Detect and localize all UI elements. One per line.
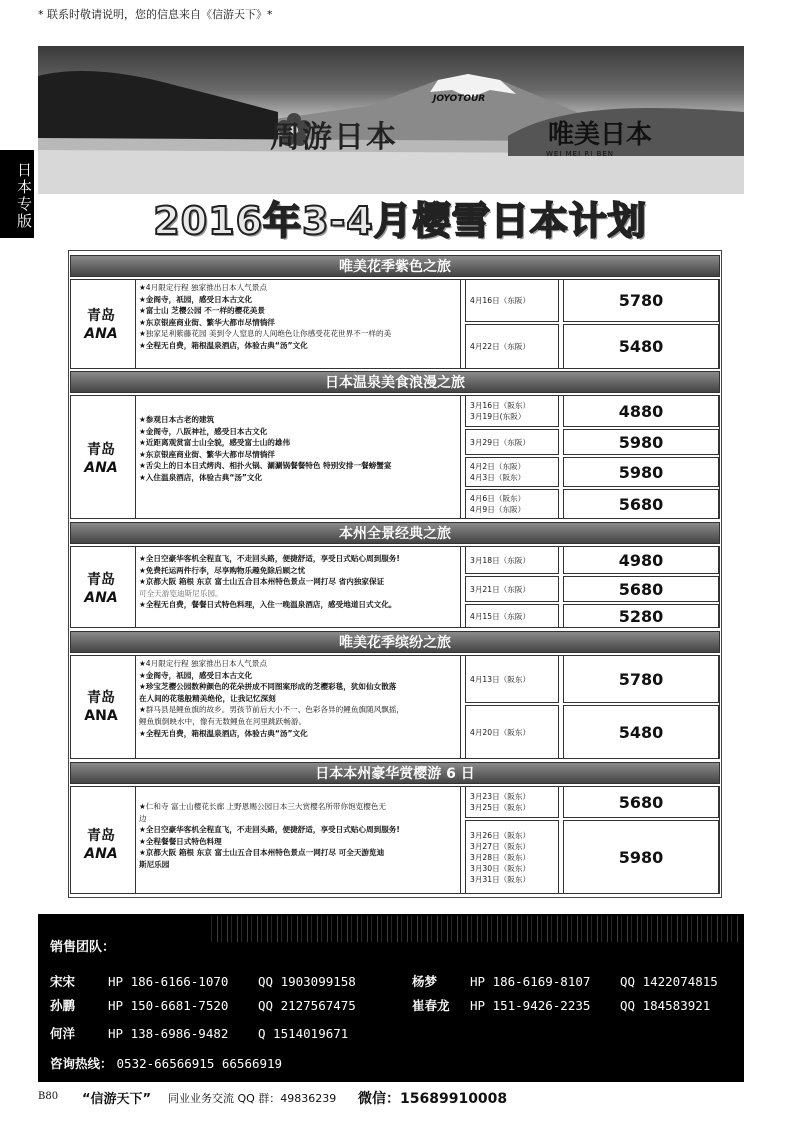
departure-date: 3月29日（东阪） xyxy=(465,429,559,455)
sales-team-panel xyxy=(38,914,744,1082)
price: 5480 xyxy=(563,324,719,369)
price: 5980 xyxy=(563,429,719,455)
section-header: 唯美花季紫色之旅 xyxy=(70,255,720,277)
itinerary-description: ★4月限定行程 独家推出日本人气景点 ★金阁寺，祇园，感受日本古文化 ★富士山 芝樱公园 不一样的樱花美景 ★东京银座商业街、繁华大都市尽情徜徉 ★独家足利紫藤花园 美到令人窒息的人间绝色让你感受花花世界不一样的美 ★全程无自费，箱根温泉酒店，体验古典“汤”文化 xyxy=(135,279,461,369)
departure-date: 4月15日（东阪） xyxy=(465,604,559,628)
team-member: 杨梦 HP 186-6169-8107 QQ 1422074815 xyxy=(412,974,718,989)
departure-city: 青岛 ANA xyxy=(84,572,118,606)
page-title: 2016年3-4月樱雪日本计划 xyxy=(153,199,647,243)
price: 5980 xyxy=(563,820,719,894)
departure-date: 4月20日（阪东） xyxy=(465,705,559,759)
qq-group: 同业业务交流 QQ 群：49836239 xyxy=(168,1092,337,1105)
section-header: 日本本州豪华赏樱游 6 日 xyxy=(70,762,720,784)
section-header: 唯美花季缤纷之旅 xyxy=(70,631,720,653)
itinerary-table xyxy=(68,250,722,898)
decorative-texture xyxy=(208,916,738,942)
price: 5280 xyxy=(563,604,719,628)
page-number: B80 xyxy=(38,1091,59,1102)
section-header: 日本温泉美食浪漫之旅 xyxy=(70,371,720,393)
partner-logo-text: 唯美日本 xyxy=(548,120,653,150)
team-title: 销售团队： xyxy=(50,940,116,955)
price: 5680 xyxy=(563,489,719,519)
departure-city: 青岛 ANA xyxy=(84,442,118,476)
team-member: 孙鹏 HP 150-6681-7520 QQ 2127567475 xyxy=(50,998,356,1013)
departure-date: 3月23日（阪东） 3月25日（阪东） xyxy=(465,786,559,818)
itinerary-description: ★参观日本古老的建筑 ★金阁寺，八阪神社，感受日本古文化 ★近距离观赏富士山全貌，感受富士山的雄伟 ★东京银座商业街、繁华大都市尽情徜徉 ★舌尖上的日本日式烤肉、相扑火锅、涮涮锅餐餐特色 特别安排一餐螃蟹宴 ★入住温泉酒店，体验古典“汤”文化 xyxy=(135,395,461,519)
partner-logo-en: WEI MEI RI BEN xyxy=(546,150,615,158)
team-member: 何洋 HP 138-6986-9482 Q 1514019671 xyxy=(50,1026,349,1041)
departure-date: 4月2日（东阪） 4月3日（阪东） xyxy=(465,457,559,487)
wechat-contact: 微信：15689910008 xyxy=(358,1091,508,1107)
hotline: 咨询热线： 0532-66566915 66566919 xyxy=(50,1056,283,1071)
itinerary-description: ★仁和寺 富士山樱花长廊 上野恩赐公园日本三大赏樱名所带你饱览樱色无 边 ★全日空豪华客机全程直飞，不走回头路，便捷舒适，享受日式贴心周到服务! ★全程餐餐日式特色料理 ★京都大阪 箱根 东京 富士山五合目本州特色景点一网打尽 可全天游览迪 斯尼乐园 xyxy=(135,786,461,894)
price: 5780 xyxy=(563,279,719,322)
price: 4980 xyxy=(563,546,719,574)
page-footer xyxy=(38,1088,744,1110)
departure-city: 青岛 ANA xyxy=(84,828,118,862)
section-header: 本州全景经典之旅 xyxy=(70,522,720,544)
price: 5680 xyxy=(563,786,719,818)
itinerary-description: ★4月限定行程 独家推出日本人气景点 ★金阁寺，祇园，感受日本古文化 ★珍宝芝樱公园数种颜色的花朵拼成不同图案形成的芝樱彩毯，犹如仙女散落 在人间的花毯般精美绝伦，让我记忆深刻 ★群马县是鲤鱼旗的故乡。男孩节前后大小不一、色彩各异的鲤鱼旗随风飘摇， 鲤鱼旗倒映水中，像有无数鲤鱼在河里跳跃畅游。 ★全程无自费，箱根温泉酒店，体验古典“汤”文化 xyxy=(135,655,461,759)
departure-date: 4月6日（阪东） 4月9日（东阪） xyxy=(465,489,559,519)
departure-date: 4月16日（东阪） xyxy=(465,279,559,322)
team-member: 崔春龙 HP 151-9426-2235 QQ 184583921 xyxy=(412,998,711,1013)
departure-city: 青岛 ANA xyxy=(84,690,118,724)
header-banner xyxy=(38,46,744,194)
price: 5480 xyxy=(563,705,719,759)
price: 5780 xyxy=(563,655,719,703)
departure-date: 3月26日（阪东） 3月27日（阪东） 3月28日（阪东） 3月30日（阪东） 3月31日（阪东） xyxy=(465,820,559,894)
joyotour-logo: JOYOTOUR xyxy=(433,94,486,104)
price: 4880 xyxy=(563,395,719,427)
footer-brand: “信游天下” xyxy=(82,1092,152,1107)
itinerary-description: ★全日空豪华客机全程直飞，不走回头路，便捷舒适，享受日式贴心周到服务! ★免费托运两件行李，尽享购物乐趣免除后顾之忧 ★京都大阪 箱根 东京 富士山五合目本州特色景点一网打尽 省内独家保证 可全天游览迪斯尼乐园。 ★全程无自费，餐餐日式特色料理，入住一晚温泉酒店，感受地道日式文化。 xyxy=(135,546,461,628)
departure-date: 3月18日（东阪） xyxy=(465,546,559,574)
departure-city: 青岛 ANA xyxy=(84,308,118,342)
departure-date: 4月13日（阪东） xyxy=(465,655,559,703)
team-member: 宋宋 HP 186-6166-1070 QQ 1903099158 xyxy=(50,974,356,989)
price: 5680 xyxy=(563,576,719,602)
price: 5980 xyxy=(563,457,719,487)
departure-date: 3月21日（东阪） xyxy=(465,576,559,602)
top-note: * 联系时敬请说明，您的信息来自《信游天下》* xyxy=(38,8,273,21)
departure-date: 3月16日（阪东） 3月19日(东阪） xyxy=(465,395,559,427)
brand-logo-text: 周游日本 xyxy=(270,120,398,155)
departure-date: 4月22日（东阪） xyxy=(465,324,559,369)
side-tab: 日本专版 xyxy=(0,150,34,238)
